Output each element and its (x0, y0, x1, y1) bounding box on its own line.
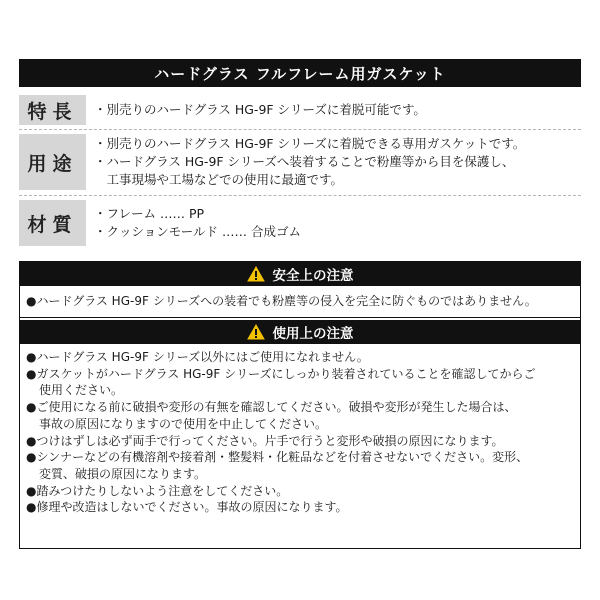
usage-header (20, 320, 580, 344)
safety-body (26, 293, 576, 310)
divider (20, 317, 580, 318)
spec-line: ・別売りのハードグラス HG-9F シリーズに着脱できる専用ガスケットです。 (94, 136, 526, 151)
divider (19, 195, 581, 196)
spec-line: ・クッションモールド …… 合成ゴム (94, 224, 301, 239)
notice-box (19, 261, 581, 549)
usage-header-label: 使用上の注意 (272, 326, 354, 342)
spec-label-material: 材質 (19, 200, 86, 246)
spec-line: ・フレーム …… PP (94, 206, 205, 221)
spec-text-material (86, 200, 301, 246)
usage-item-cont: 使用ください。 (39, 383, 124, 398)
usage-item: ●ご使用になる前に破損や変形の有無を確認してください。破損や変形が発生した場合は、 (26, 400, 517, 415)
spec-line: ・ハードグラス HG-9F シリーズへ装着することで粉塵等から目を保護し、 (94, 154, 515, 169)
usage-item: ●修理や改造はしないでください。事故の原因になります。 (26, 500, 348, 515)
usage-item: ●ハードグラス HG-9F シリーズ以外にはご使用になれません。 (26, 350, 369, 364)
usage-item: ●ガスケットがハードグラス HG-9F シリーズにしっかり装着されていることを確認してからご (26, 366, 536, 381)
spec-text-features (86, 95, 426, 125)
usage-item: ●踏みつけたりしないよう注意をしてください。 (26, 483, 289, 498)
usage-item-cont: 変質、破損の原因になります。 (39, 466, 207, 481)
divider (19, 129, 581, 130)
page-title: ハードグラス フルフレーム用ガスケット (19, 59, 581, 87)
usage-item: ●つけはずしは必ず両手で行ってください。片手で行うと変形や破損の原因になります。 (26, 433, 504, 448)
spec-row-features (19, 95, 581, 125)
spec-row-material (19, 200, 581, 246)
warning-triangle-icon (247, 324, 265, 340)
spec-text-usage (86, 134, 525, 190)
usage-item: ●シンナーなどの有機溶剤や接着剤・整髪料・化粧品などを付着させないでください。変形、 (26, 450, 529, 465)
safety-header-label: 安全上の注意 (272, 268, 354, 284)
safety-item: ●ハードグラス HG-9F シリーズへの装着でも粉塵等の侵入を完全に防ぐものではありません。 (26, 294, 537, 308)
warning-triangle-icon (247, 266, 265, 282)
usage-body (26, 349, 576, 516)
spec-label-features: 特長 (19, 95, 86, 125)
usage-item-cont: 事故の原因になりますので使用を中止してください。 (39, 416, 328, 431)
spec-row-usage (19, 134, 581, 190)
spec-label-usage: 用途 (19, 134, 86, 190)
spec-line: ・別売りのハードグラス HG-9F シリーズに着脱可能です。 (94, 102, 426, 117)
safety-header (20, 262, 580, 286)
spec-line: 工事現場や工場などでの使用に最適です。 (94, 172, 344, 187)
